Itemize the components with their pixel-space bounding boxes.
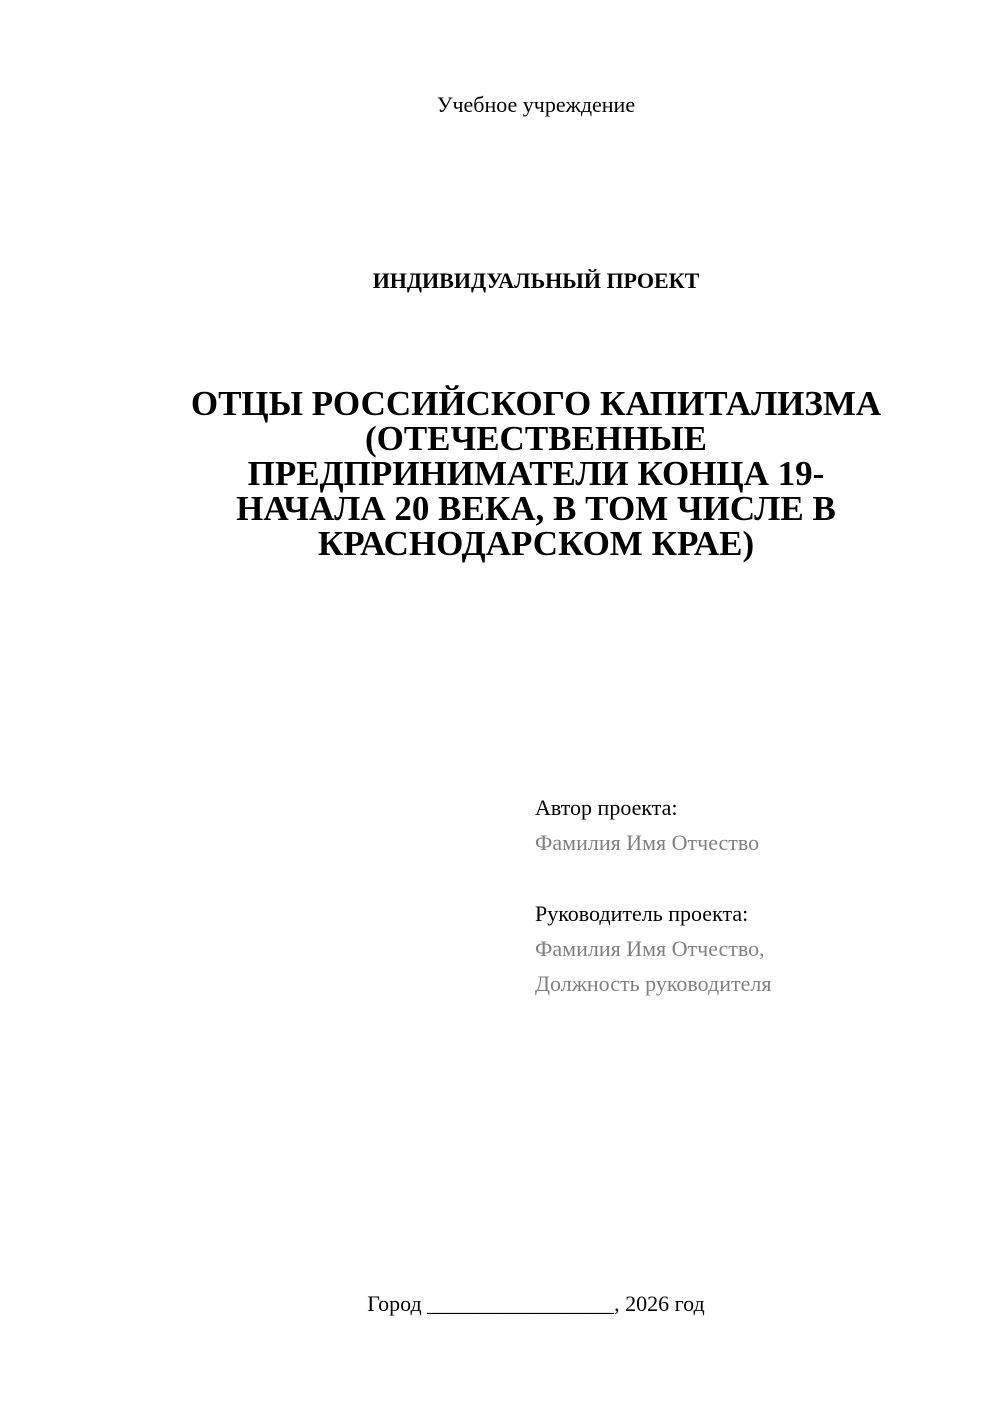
document-type: ИНДИВИДУАЛЬНЫЙ ПРОЕКТ	[372, 268, 700, 293]
document-title	[120, 386, 952, 561]
title-line: НАЧАЛА 20 ВЕКА, В ТОМ ЧИСЛЕ В	[236, 489, 836, 528]
title-line: ПРЕДПРИНИМАТЕЛИ КОНЦА 19-	[247, 454, 825, 493]
city-blank: _________________	[427, 1291, 615, 1316]
author-label: Автор проекта:	[535, 795, 678, 820]
institution-name: Учебное учреждение	[436, 92, 636, 117]
city-year-line	[0, 1291, 1000, 1317]
author-name-placeholder: Фамилия Имя Отчество	[535, 830, 760, 855]
title-line: ОТЦЫ РОССИЙСКОГО КАПИТАЛИЗМА	[190, 384, 882, 423]
year-text: , 2026 год	[614, 1291, 705, 1316]
supervisor-position-placeholder: Должность руководителя	[535, 971, 772, 996]
credits-block	[535, 790, 975, 1001]
supervisor-name-placeholder: Фамилия Имя Отчество,	[535, 936, 765, 961]
title-line: КРАСНОДАРСКОМ КРАЕ)	[317, 524, 755, 563]
city-label: Город	[367, 1291, 422, 1316]
spacer	[535, 860, 975, 896]
supervisor-label: Руководитель проекта:	[535, 901, 749, 926]
title-line: (ОТЕЧЕСТВЕННЫЕ	[364, 419, 708, 458]
